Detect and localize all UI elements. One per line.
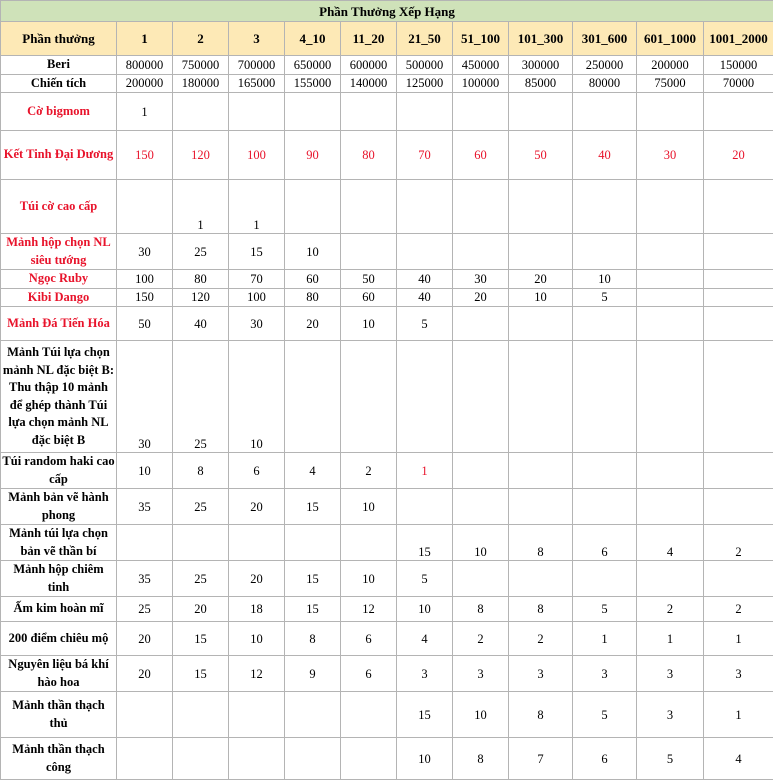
reward-value: 30 (453, 270, 509, 289)
reward-value (285, 180, 341, 234)
reward-value: 6 (573, 738, 637, 780)
table-row (1, 180, 773, 234)
table-row (1, 288, 773, 307)
reward-value (509, 489, 573, 525)
reward-value (173, 692, 229, 738)
reward-value: 2 (637, 597, 704, 622)
reward-name: Chiến tích (1, 74, 117, 93)
reward-value (341, 93, 397, 131)
reward-value (285, 341, 341, 453)
reward-value: 20 (704, 131, 773, 180)
table-row (1, 93, 773, 131)
reward-value (341, 234, 397, 270)
reward-value: 3 (397, 656, 453, 692)
reward-value: 30 (229, 307, 285, 341)
reward-value (637, 180, 704, 234)
reward-value: 3 (704, 656, 773, 692)
reward-value: 15 (285, 597, 341, 622)
reward-value (573, 341, 637, 453)
reward-value: 3 (453, 656, 509, 692)
reward-value: 8 (453, 597, 509, 622)
reward-value: 10 (573, 270, 637, 289)
reward-value: 250000 (573, 56, 637, 75)
reward-value (285, 738, 341, 780)
header-rank-2: 3 (229, 22, 285, 56)
reward-value (573, 307, 637, 341)
reward-value (397, 93, 453, 131)
reward-value: 85000 (509, 74, 573, 93)
reward-value: 70000 (704, 74, 773, 93)
reward-value (341, 738, 397, 780)
reward-value (341, 525, 397, 561)
reward-value: 120 (173, 288, 229, 307)
reward-value (397, 180, 453, 234)
reward-value (509, 93, 573, 131)
reward-value (341, 180, 397, 234)
reward-value: 100 (229, 131, 285, 180)
reward-value: 10 (509, 288, 573, 307)
reward-value (453, 93, 509, 131)
reward-value (573, 489, 637, 525)
reward-value: 2 (509, 622, 573, 656)
reward-value (573, 561, 637, 597)
table-row (1, 738, 773, 780)
reward-value: 60 (285, 270, 341, 289)
table-row (1, 341, 773, 453)
reward-name: Beri (1, 56, 117, 75)
reward-value: 700000 (229, 56, 285, 75)
reward-value (704, 288, 773, 307)
reward-value: 600000 (341, 56, 397, 75)
reward-value: 10 (341, 561, 397, 597)
reward-value: 8 (173, 453, 229, 489)
reward-value: 155000 (285, 74, 341, 93)
reward-name: Ấm kim hoàn mĩ (1, 597, 117, 622)
reward-value: 100 (229, 288, 285, 307)
reward-value: 35 (117, 489, 173, 525)
reward-value (453, 234, 509, 270)
reward-value: 1 (229, 180, 285, 234)
reward-value: 3 (637, 656, 704, 692)
reward-value (704, 270, 773, 289)
table-row (1, 307, 773, 341)
reward-value: 10 (285, 234, 341, 270)
table-row (1, 234, 773, 270)
reward-value (117, 692, 173, 738)
reward-value: 60 (453, 131, 509, 180)
table-row (1, 622, 773, 656)
reward-name: Kết Tinh Đại Dương (1, 131, 117, 180)
reward-value: 10 (229, 341, 285, 453)
reward-name: Mảnh thần thạch thủ (1, 692, 117, 738)
reward-value: 4 (397, 622, 453, 656)
header-rank-6: 51_100 (453, 22, 509, 56)
reward-value: 1 (637, 622, 704, 656)
table-row (1, 489, 773, 525)
reward-value (173, 525, 229, 561)
reward-value: 50 (509, 131, 573, 180)
reward-value: 2 (704, 525, 773, 561)
reward-value: 6 (229, 453, 285, 489)
reward-value (173, 738, 229, 780)
reward-name: Mảnh thần thạch công (1, 738, 117, 780)
reward-value (704, 180, 773, 234)
reward-value: 4 (704, 738, 773, 780)
reward-value: 40 (397, 288, 453, 307)
reward-value (637, 561, 704, 597)
header-rank-3: 4_10 (285, 22, 341, 56)
reward-value: 40 (573, 131, 637, 180)
reward-value: 90 (285, 131, 341, 180)
reward-value: 25 (173, 234, 229, 270)
reward-value: 1 (397, 453, 453, 489)
reward-value (637, 288, 704, 307)
reward-value: 12 (229, 656, 285, 692)
reward-value: 15 (397, 525, 453, 561)
table-title: Phần Thưởng Xếp Hạng (1, 1, 773, 22)
reward-value: 35 (117, 561, 173, 597)
reward-value (229, 692, 285, 738)
reward-value: 18 (229, 597, 285, 622)
reward-value (573, 180, 637, 234)
table-row (1, 561, 773, 597)
reward-value: 8 (509, 597, 573, 622)
header-reward-label: Phần thưởng (1, 22, 117, 56)
reward-value: 150000 (704, 56, 773, 75)
reward-value (637, 489, 704, 525)
table-row (1, 597, 773, 622)
reward-value: 20 (229, 489, 285, 525)
reward-value: 150 (117, 288, 173, 307)
reward-value: 150 (117, 131, 173, 180)
reward-value: 10 (453, 525, 509, 561)
reward-value: 30 (637, 131, 704, 180)
reward-name: Túi cờ cao cấp (1, 180, 117, 234)
reward-value (573, 93, 637, 131)
reward-value: 8 (509, 692, 573, 738)
reward-value (509, 180, 573, 234)
header-rank-0: 1 (117, 22, 173, 56)
reward-value (637, 93, 704, 131)
reward-value: 25 (173, 561, 229, 597)
table-row (1, 453, 773, 489)
reward-value: 1 (173, 180, 229, 234)
reward-value: 25 (117, 597, 173, 622)
reward-value (173, 93, 229, 131)
reward-value: 450000 (453, 56, 509, 75)
reward-value (285, 525, 341, 561)
reward-value (704, 234, 773, 270)
reward-value: 2 (704, 597, 773, 622)
reward-value: 15 (285, 489, 341, 525)
reward-value: 300000 (509, 56, 573, 75)
reward-value (229, 525, 285, 561)
reward-value: 9 (285, 656, 341, 692)
reward-value (509, 234, 573, 270)
header-rank-5: 21_50 (397, 22, 453, 56)
table-row (1, 270, 773, 289)
reward-value: 8 (285, 622, 341, 656)
table-row (1, 525, 773, 561)
reward-value (285, 692, 341, 738)
reward-name: Cờ bigmom (1, 93, 117, 131)
reward-value: 3 (573, 656, 637, 692)
reward-value: 50 (117, 307, 173, 341)
reward-value: 20 (509, 270, 573, 289)
reward-value (704, 307, 773, 341)
reward-value: 30 (117, 341, 173, 453)
reward-value: 20 (453, 288, 509, 307)
header-rank-8: 301_600 (573, 22, 637, 56)
reward-value: 10 (397, 597, 453, 622)
reward-value (573, 453, 637, 489)
table-row (1, 74, 773, 93)
reward-name: Mảnh bản vẽ hành phong (1, 489, 117, 525)
reward-value: 5 (397, 307, 453, 341)
reward-value (117, 525, 173, 561)
reward-value (637, 341, 704, 453)
reward-value: 15 (173, 622, 229, 656)
reward-value: 15 (285, 561, 341, 597)
reward-name: Kibi Dango (1, 288, 117, 307)
reward-value: 10 (397, 738, 453, 780)
reward-value: 750000 (173, 56, 229, 75)
reward-value: 40 (397, 270, 453, 289)
reward-value: 80000 (573, 74, 637, 93)
reward-value (509, 453, 573, 489)
reward-value (285, 93, 341, 131)
reward-value (229, 93, 285, 131)
reward-value: 20 (229, 561, 285, 597)
reward-value: 20 (173, 597, 229, 622)
reward-value: 4 (637, 525, 704, 561)
header-rank-7: 101_300 (509, 22, 573, 56)
reward-value: 10 (229, 622, 285, 656)
reward-value: 30 (117, 234, 173, 270)
reward-value (509, 561, 573, 597)
reward-value: 10 (453, 692, 509, 738)
reward-value: 60 (341, 288, 397, 307)
reward-name: 200 điểm chiêu mộ (1, 622, 117, 656)
reward-value: 140000 (341, 74, 397, 93)
reward-name: Nguyên liệu bá khí hào hoa (1, 656, 117, 692)
reward-value: 80 (173, 270, 229, 289)
reward-value: 25 (173, 489, 229, 525)
reward-name: Mảnh túi lựa chọn bản vẽ thần bí (1, 525, 117, 561)
reward-value: 6 (573, 525, 637, 561)
reward-value: 10 (117, 453, 173, 489)
reward-value (229, 738, 285, 780)
reward-value (397, 341, 453, 453)
reward-value (704, 561, 773, 597)
header-rank-4: 11_20 (341, 22, 397, 56)
reward-value (453, 561, 509, 597)
reward-value (341, 692, 397, 738)
reward-value: 3 (509, 656, 573, 692)
reward-value: 6 (341, 622, 397, 656)
table-row (1, 131, 773, 180)
reward-value: 70 (229, 270, 285, 289)
reward-value (117, 738, 173, 780)
header-row (1, 22, 773, 56)
reward-value: 10 (341, 489, 397, 525)
reward-value: 2 (453, 622, 509, 656)
reward-value (509, 307, 573, 341)
reward-value: 15 (229, 234, 285, 270)
reward-value: 1 (704, 622, 773, 656)
reward-value: 200000 (637, 56, 704, 75)
reward-value: 15 (397, 692, 453, 738)
reward-value (509, 341, 573, 453)
reward-value: 75000 (637, 74, 704, 93)
reward-value: 1 (704, 692, 773, 738)
reward-value: 70 (397, 131, 453, 180)
reward-value: 8 (453, 738, 509, 780)
reward-value: 1 (573, 622, 637, 656)
table-row (1, 692, 773, 738)
reward-value: 25 (173, 341, 229, 453)
reward-value: 120 (173, 131, 229, 180)
reward-value: 800000 (117, 56, 173, 75)
reward-value: 1 (117, 93, 173, 131)
header-rank-10: 1001_2000 (704, 22, 773, 56)
reward-value: 125000 (397, 74, 453, 93)
reward-value (704, 341, 773, 453)
reward-value (453, 453, 509, 489)
reward-value: 5 (637, 738, 704, 780)
reward-value: 80 (285, 288, 341, 307)
reward-name: Ngọc Ruby (1, 270, 117, 289)
reward-value: 4 (285, 453, 341, 489)
reward-value: 6 (341, 656, 397, 692)
reward-value: 7 (509, 738, 573, 780)
reward-value: 15 (173, 656, 229, 692)
reward-value (453, 341, 509, 453)
reward-name: Mảnh Túi lựa chọn mảnh NL đặc biệt B: Thu thập 10 mảnh để ghép thành Túi lựa chọn mảnh NL đặc biệt B (1, 341, 117, 453)
reward-value (397, 234, 453, 270)
reward-value: 650000 (285, 56, 341, 75)
reward-value: 12 (341, 597, 397, 622)
reward-value: 3 (637, 692, 704, 738)
reward-value (637, 234, 704, 270)
reward-value: 50 (341, 270, 397, 289)
reward-value (397, 489, 453, 525)
reward-value: 100 (117, 270, 173, 289)
reward-value: 8 (509, 525, 573, 561)
reward-value: 40 (173, 307, 229, 341)
table-row (1, 56, 773, 75)
reward-value (637, 453, 704, 489)
header-rank-9: 601_1000 (637, 22, 704, 56)
reward-name: Mảnh Đá Tiến Hóa (1, 307, 117, 341)
reward-value: 100000 (453, 74, 509, 93)
reward-value (453, 180, 509, 234)
reward-value: 5 (573, 597, 637, 622)
header-rank-1: 2 (173, 22, 229, 56)
title-row (1, 1, 773, 22)
reward-value (637, 307, 704, 341)
reward-value (704, 93, 773, 131)
reward-value: 5 (573, 692, 637, 738)
reward-name: Túi random haki cao cấp (1, 453, 117, 489)
reward-value: 2 (341, 453, 397, 489)
reward-value (453, 307, 509, 341)
reward-value (341, 341, 397, 453)
reward-value: 165000 (229, 74, 285, 93)
reward-name: Mảnh hộp chọn NL siêu tướng (1, 234, 117, 270)
reward-value: 10 (341, 307, 397, 341)
reward-value: 20 (117, 622, 173, 656)
reward-value (453, 489, 509, 525)
reward-value: 500000 (397, 56, 453, 75)
reward-value (704, 489, 773, 525)
reward-value: 5 (397, 561, 453, 597)
reward-value: 200000 (117, 74, 173, 93)
reward-value: 5 (573, 288, 637, 307)
reward-value (704, 453, 773, 489)
reward-value (117, 180, 173, 234)
reward-value (573, 234, 637, 270)
reward-value (637, 270, 704, 289)
table-row (1, 656, 773, 692)
reward-value: 20 (117, 656, 173, 692)
reward-value: 180000 (173, 74, 229, 93)
reward-value: 80 (341, 131, 397, 180)
reward-name: Mảnh hộp chiêm tinh (1, 561, 117, 597)
reward-value: 20 (285, 307, 341, 341)
